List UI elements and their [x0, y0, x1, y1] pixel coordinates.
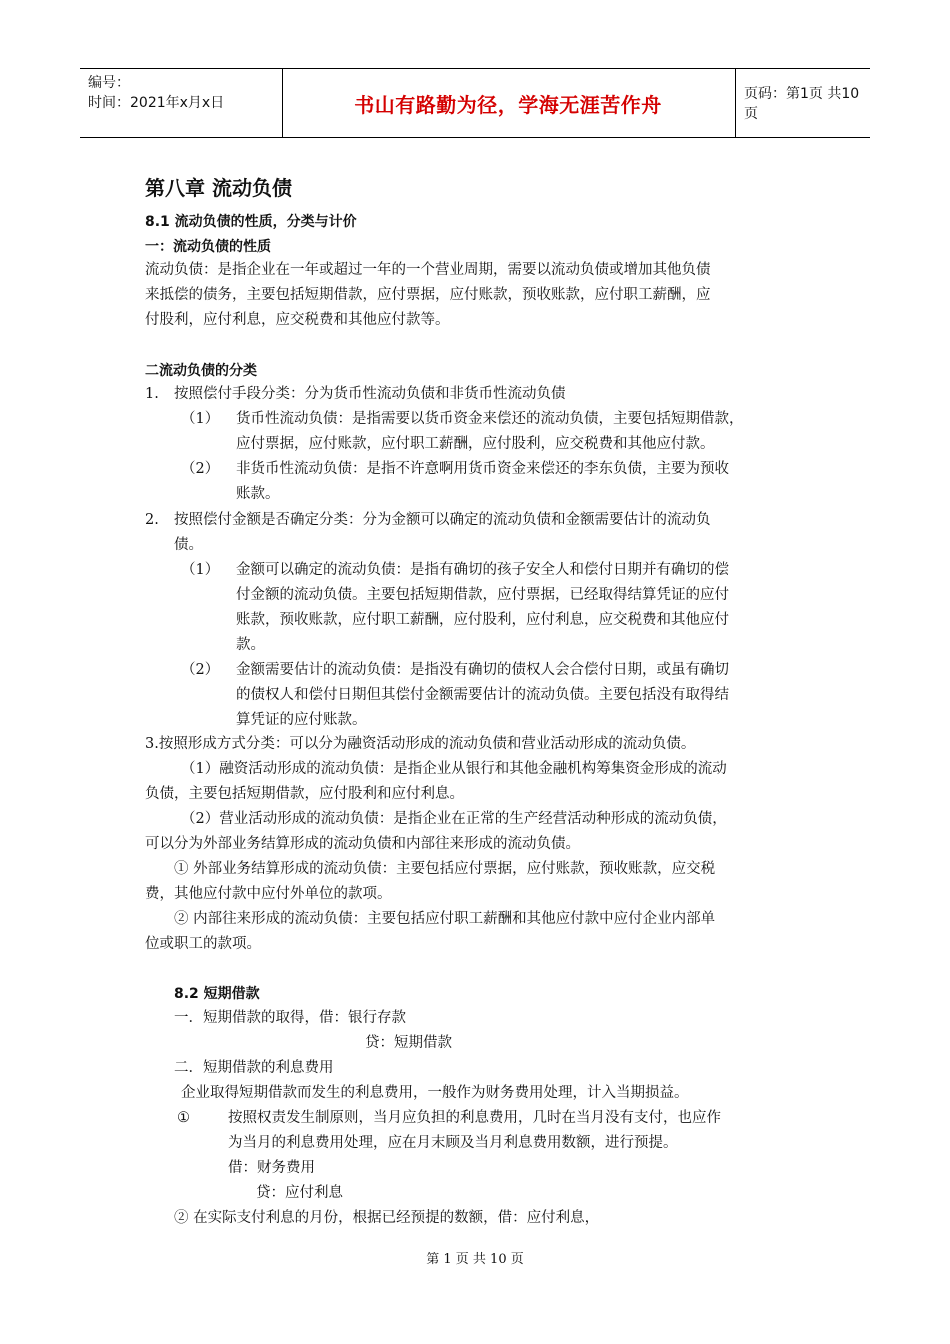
paragraph	[145, 258, 711, 333]
list-item	[236, 658, 729, 733]
text-line: 非货币性流动负债：是指不许意啊用货币资金来偿还的李东负债，主要为预收	[236, 461, 729, 477]
header-meta	[88, 73, 224, 113]
text-line: 负债，主要包括短期借款，应付股利和应付利息。	[145, 786, 464, 802]
text-line: （1）融资活动形成的流动负债：是指企业从银行和其他金融机构筹集资金形成的流动	[181, 761, 727, 777]
text-line: 可以分为外部业务结算形成的流动负债和内部往来形成的流动负债。	[145, 836, 580, 852]
text-line: 债。	[174, 537, 203, 553]
text-line: 付金额的流动负债。主要包括短期借款，应付票据，已经取得结算凭证的应付	[236, 587, 729, 603]
list-number: 2.	[145, 512, 159, 528]
text-line: 算凭证的应付账款。	[236, 712, 367, 728]
text-line: 金额需要估计的流动负债：是指没有确切的债权人会合偿付日期，或虽有确切	[236, 662, 729, 678]
header-divider	[735, 69, 736, 137]
text-line: 款。	[236, 637, 265, 653]
text-line: 按照权责发生制原则，当月应负担的利息费用，几时在当月没有支付，也应作	[228, 1110, 721, 1126]
text-line: 一．短期借款的取得，借：银行存款	[174, 1010, 406, 1026]
text-line: 的债权人和偿付日期但其偿付金额需要估计的流动负债。主要包括没有取得结	[236, 687, 729, 703]
text-line: 费，其他应付款中应付外单位的款项。	[145, 886, 392, 902]
text-line: 应付票据，应付账款，应付职工薪酬，应付股利，应交税费和其他应付款。	[236, 436, 715, 452]
text-line: 为当月的利息费用处理，应在月末顾及当月利息费用数额，进行预提。	[228, 1135, 678, 1151]
list-number: （2）	[181, 662, 220, 678]
list-number: （1）	[181, 562, 220, 578]
text-line: ① 外部业务结算形成的流动负债：主要包括应付票据，应付账款，预收账款，应交税	[174, 861, 716, 877]
chapter-title: 第八章 流动负债	[145, 176, 292, 200]
subsection-title: 二流动负债的分类	[145, 363, 257, 379]
list-number: ①	[177, 1110, 190, 1126]
header-page-info: 页码：第1页 共10页	[744, 86, 860, 122]
text-line: ② 在实际支付利息的月份，根据已经预提的数额，借：应付利息，	[174, 1210, 600, 1226]
text-line: 账款，预收账款，应付职工薪酬，应付股利，应付利息，应交税费和其他应付	[236, 612, 729, 628]
list-number: （2）	[181, 461, 220, 477]
serial-label: 编号：	[88, 75, 130, 91]
text-line: 金额可以确定的流动负债：是指有确切的孩子安全人和偿付日期并有确切的偿	[236, 562, 729, 578]
section-title: 8.2 短期借款	[174, 986, 260, 1002]
header-motto: 书山有路勤为径，学海无涯苦作舟	[354, 92, 662, 117]
text-line: 来抵偿的债务，主要包括短期借款，应付票据，应付账款，预收账款，应付职工薪酬，应	[145, 287, 711, 303]
text-line: 货币性流动负债：是指需要以货币资金来偿还的流动负债，主要包括短期借款，	[236, 411, 744, 427]
text-line: ② 内部往来形成的流动负债：主要包括应付职工薪酬和其他应付款中应付企业内部单	[174, 911, 716, 927]
text-line: 付股利，应付利息，应交税费和其他应付款等。	[145, 312, 450, 328]
text-line: 贷：短期借款	[365, 1035, 452, 1051]
text-line: 二．短期借款的利息费用	[174, 1060, 334, 1076]
page-footer: 第 1 页 共 10 页	[426, 1252, 524, 1267]
list-number: 1.	[145, 386, 159, 402]
subsection-title: 一：流动负债的性质	[145, 239, 271, 255]
journal-debit: 借：财务费用	[228, 1160, 315, 1176]
list-item	[228, 1106, 721, 1156]
section-title: 8.1 流动负债的性质，分类与计价	[145, 214, 357, 230]
text-line: 按照偿付金额是否确定分类：分为金额可以确定的流动负债和金额需要估计的流动负	[174, 512, 711, 528]
date-label: 时间：2021年x月x日	[88, 95, 225, 111]
list-item	[236, 558, 729, 658]
text-line: （2）营业活动形成的流动负债：是指企业在正常的生产经营活动种形成的流动负债，	[181, 811, 727, 827]
text-line: 3.按照形成方式分类：可以分为融资活动形成的流动负债和营业活动形成的流动负债。	[145, 736, 696, 752]
text-line: 企业取得短期借款而发生的利息费用，一般作为财务费用处理，计入当期损益。	[181, 1085, 689, 1101]
text-line: 位或职工的款项。	[145, 936, 261, 952]
text-line: 流动负债：是指企业在一年或超过一年的一个营业周期，需要以流动负债或增加其他负债	[145, 262, 711, 278]
list-number: （1）	[181, 411, 220, 427]
list-item: 按照偿付手段分类：分为货币性流动负债和非货币性流动负债	[174, 386, 566, 402]
list-item	[236, 457, 729, 507]
text-line: 账款。	[236, 486, 280, 502]
list-item	[174, 508, 711, 558]
page-header	[80, 68, 870, 138]
journal-credit: 贷：应付利息	[256, 1185, 343, 1201]
list-item	[236, 407, 744, 457]
